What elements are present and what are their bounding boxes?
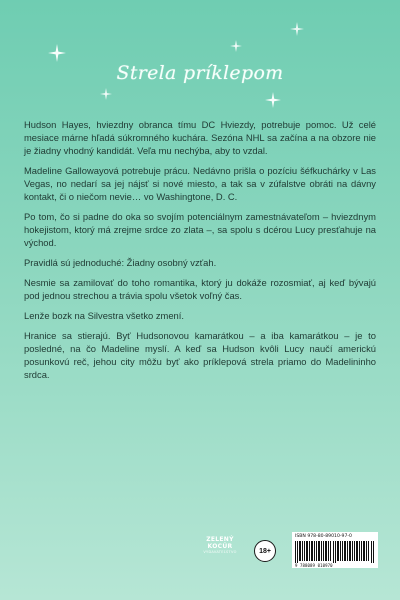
publisher-tagline: VYDAVATEĽSTVO: [203, 550, 237, 554]
publisher-logo: [196, 536, 244, 555]
blurb-paragraph: Lenže bozk na Silvestra všetko zmení.: [24, 310, 184, 321]
blurb-paragraph: Hudson Hayes, hviezdny obranca tímu DC Hviezdy, potrebuje pomoc. Už celé mesiace márne hľadá súkromného kuchára. Sezóna NHL sa začína a na obzore nie je žiadny vhodný kandidát. Veľa mu nechýba, aby to vzdal.: [24, 119, 376, 156]
sparkle-icon: [100, 88, 112, 100]
blurb-paragraph: Hranice sa stierajú. Byť Hudsonovou kamarátkou – a iba kamarátkou – je to posledné, na čo Madeline myslí. A keď sa Hudson kvôli Lucy naučí americkú posunkovú reč, jehou city môžu byť ako príklepová strela priamo do Madelininho srdca.: [24, 330, 376, 380]
age-rating-badge: 18+: [254, 540, 276, 562]
sparkle-icon: [290, 22, 304, 36]
isbn-barcode-block: [292, 532, 378, 568]
isbn-label: ISBN 978-80-89010-97-0: [295, 534, 352, 539]
barcode-digits: 9 788089 010970: [295, 563, 333, 568]
blurb-paragraph: Po tom, čo si padne do oka so svojím potenciálnym zamestnávateľom – hviezdnym hokejistom, ktorý má zrejme srdce zo zlata –, sa spolu s dcérou Lucy presťahuje na východ.: [24, 211, 376, 248]
blurb-paragraph: Pravidlá sú jednoduché: Žiadny osobný vzťah.: [24, 257, 217, 268]
publisher-name-line2: KOCÚR: [207, 543, 233, 550]
sparkle-icon: [230, 40, 242, 52]
sparkle-icon: [265, 92, 281, 108]
blurb-paragraph: Nesmie sa zamilovať do toho romantika, ktorý ju dokáže rozosmiať, aj keď bývajú pod jednou strechou a trávia spolu všetok voľný čas.: [24, 277, 376, 301]
sparkle-icon: [48, 44, 66, 62]
barcode-icon: [295, 541, 375, 563]
publisher-name-line1: ZELENÝ: [206, 536, 234, 543]
book-title: Strela príklepom: [116, 62, 284, 84]
blurb-text: [24, 118, 376, 388]
blurb-paragraph: Madeline Gallowayová potrebuje prácu. Nedávno prišla o pozíciu šéfkuchárky v Las Vegas, no nedarí sa jej nájsť si nové miesto, a tak sa v zúfalstve obráti na dávny kontakt, či o niečom nevie… vo Washingtone, D. C.: [24, 165, 376, 202]
